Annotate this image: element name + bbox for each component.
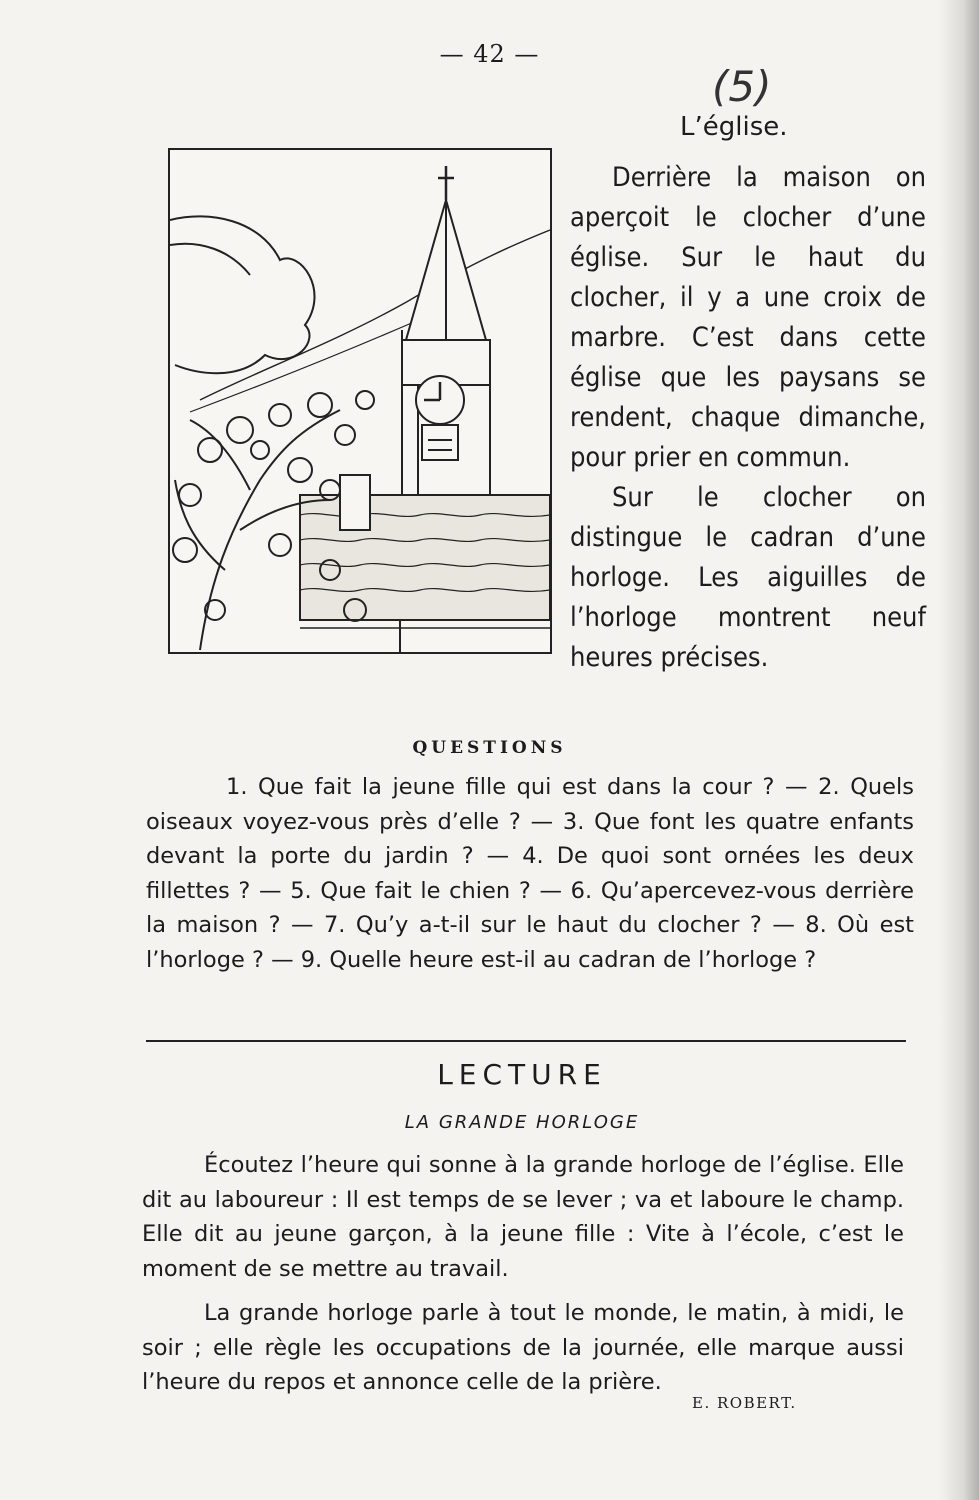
reading-paragraph: Écoutez l’heure qui sonne à la grande horloge de l’église. Elle dit au laboureur : Il est temps de se lever ; va et laboure le champ. Elle dit au jeune garçon, à la jeune fille : Vite à l’école, c’est le moment de se mettre au travail. [142,1152,904,1282]
handwritten-mark: (5) [712,62,772,111]
steeple [402,166,490,495]
page-number: — 42 — [439,40,540,68]
lecture-heading: LECTURE [437,1058,607,1091]
church-illustration [168,148,552,654]
author-signature: E. ROBERT. [692,1394,797,1412]
cloud-outline [170,216,315,373]
questions-text: 1. Que fait la jeune fille qui est dans la cour ? — 2. Quels oiseaux voyez-vous près d’elle ? — 3. Que font les quatre enfants devant la porte du jardin ? — 4. De quoi sont ornées les deux fillettes ? — 5. Que fait le chien ? — 6. Qu’apercevez-vous derrière la maison ? — 7. Qu’y a-t-il sur le haut du clocher ? — 8. Où est l’horloge ? — 9. Quelle heure est-il au cadran de l’horloge ? [146,774,914,973]
reading-text [142,1148,904,1400]
lecture-title: LA GRANDE HORLOGE [404,1112,640,1133]
lesson-text [570,158,926,678]
section-divider [146,1040,906,1042]
lesson-paragraph: Derrière la maison on aperçoit le clocher d’une église. Sur le haut du clocher, il y a une croix de marbre. C’est dans cette église que les paysans se rendent, chaque dimanche, pour prier en commun. [570,162,926,473]
lesson-paragraph: Sur le clocher on distingue le cadran d’une horloge. Les aiguilles de l’horloge montrent neuf heures précises. [570,482,926,673]
questions-heading: QUESTIONS [412,738,567,758]
reading-paragraph: La grande horloge parle à tout le monde, le matin, à midi, le soir ; elle règle les occupations de la journée, elle marque aussi l’heure du repos et annonce celle de la prière. [142,1300,904,1395]
clock-icon [416,376,464,460]
lesson-title: L’église. [680,112,788,142]
